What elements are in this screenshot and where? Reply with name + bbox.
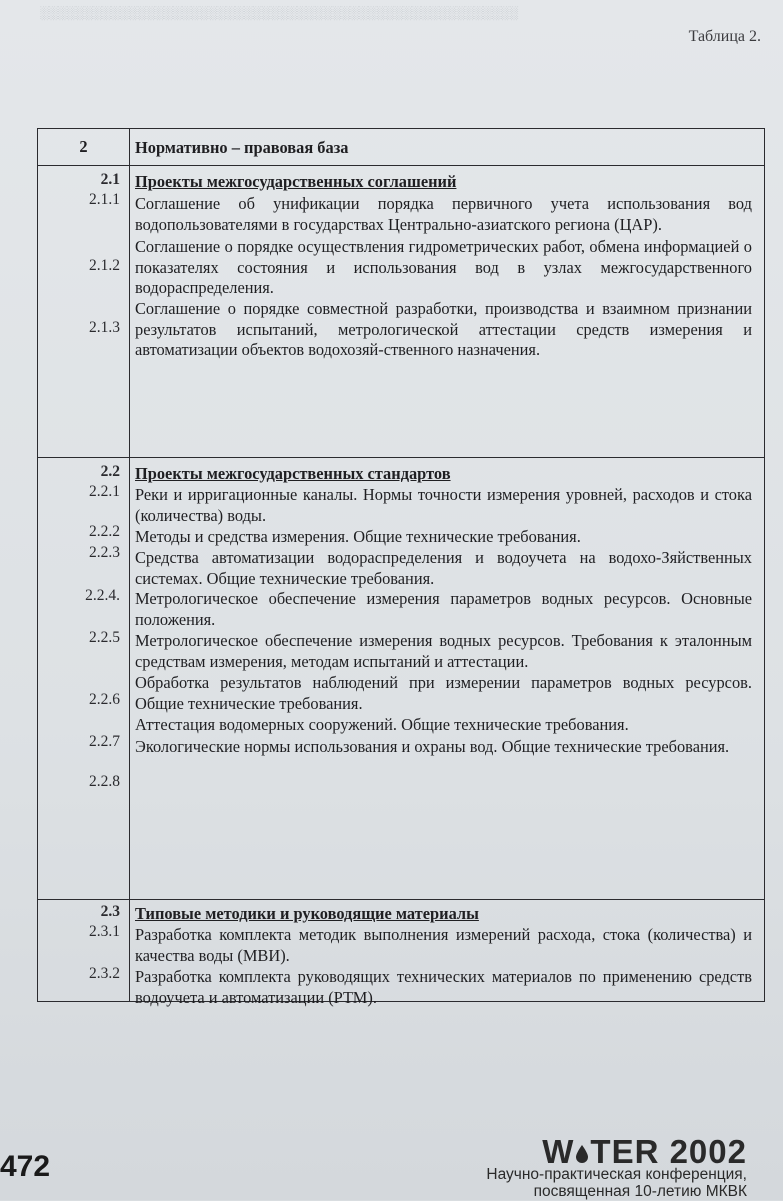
item-text: Средства автоматизации водораспределения и водоучета на водохо-Зяйственных системах. Общие технические требования. (135, 548, 752, 588)
item-number: 2.2.3 (89, 544, 120, 561)
item-number: 2.2.4. (85, 587, 120, 604)
header-title: Нормативно – правовая база (135, 138, 349, 157)
header-number: 2 (79, 137, 88, 156)
item-number: 2.1.1 (89, 191, 120, 208)
row-divider (38, 899, 764, 900)
item-number: 2.2.5 (89, 629, 120, 646)
section-title: Проекты межгосударственных соглашений (135, 172, 457, 191)
bleed-through-text: ░░░░░░░░░░░░░░░░░░░░░░░░░░░░░░░░░░░░░░░░░░░░░░░░░░░░░░ (40, 6, 519, 20)
item-number: 2.1.3 (89, 319, 120, 336)
column-divider (129, 129, 130, 1001)
item-number: 2.3.1 (89, 923, 120, 940)
row-divider (38, 165, 764, 166)
section-title: Типовые методики и руководящие материалы (135, 904, 479, 923)
item-text: Аттестация водомерных сооружений. Общие технические требования. (135, 715, 629, 734)
water-drop-icon (575, 1144, 589, 1164)
item-text: Соглашение об унификации порядка первичного учета использования вод водопользователями в государствах Центрально-азиатского региона (ЦАР). (135, 194, 752, 234)
conference-line-1: Научно-практическая конференция, (486, 1166, 747, 1183)
regulatory-table (37, 128, 765, 1007)
item-number: 2.1.2 (89, 257, 120, 274)
item-text: Соглашение о порядке осуществления гидрометрических работ, обмена информацией о показателях состояния и использования вод в узлах межгосударственного водораспределения. (135, 237, 752, 297)
row-divider (38, 457, 764, 458)
page-number: 472 (0, 1150, 51, 1183)
item-text: Метрологическое обеспечение измерения параметров водных ресурсов. Основные положения. (135, 589, 752, 629)
item-number: 2.2.8 (89, 773, 120, 790)
item-text: Экологические нормы использования и охраны вод. Общие технические требования. (135, 737, 730, 756)
item-text: Соглашение о порядке совместной разработки, производства и взаимном признании результатов испытаний, метрологической аттестации средств измерения и автоматизации объектов водохозяй-ственного назначения. (135, 299, 752, 359)
section-number: 2.2 (100, 463, 120, 480)
logo-text-end: TER 2002 (590, 1133, 747, 1170)
item-number: 2.3.2 (89, 965, 120, 982)
section-number: 2.3 (100, 903, 120, 920)
section-title: Проекты межгосударственных стандартов (135, 464, 451, 483)
item-number: 2.2.7 (89, 733, 120, 750)
item-text: Метрологическое обеспечение измерения водных ресурсов. Требования к эталонным средствам измерения, методам испытаний и аттестации. (135, 631, 752, 671)
conference-line-2: посвященная 10-летию МКВК (533, 1183, 747, 1200)
item-number: 2.2.2 (89, 523, 120, 540)
table-caption: Таблица 2. (688, 28, 761, 45)
section-number: 2.1 (100, 171, 120, 188)
item-number: 2.2.6 (89, 691, 120, 708)
logo-text-start: W (542, 1133, 575, 1170)
item-number: 2.2.1 (89, 483, 120, 500)
item-text: Реки и ирригационные каналы. Нормы точности измерения уровней, расходов и стока (количества) воды. (135, 485, 752, 525)
item-text: Методы и средства измерения. Общие технические требования. (135, 527, 581, 546)
item-text: Разработка комплекта руководящих технических материалов по применению средств водоучета и автоматизации (РТМ). (135, 967, 752, 1007)
item-text: Обработка результатов наблюдений при измерении параметров водных ресурсов. Общие технические требования. (135, 673, 752, 713)
item-text: Разработка комплекта методик выполнения измерений расхода, стока (количества) и качества воды (МВИ). (135, 925, 752, 965)
